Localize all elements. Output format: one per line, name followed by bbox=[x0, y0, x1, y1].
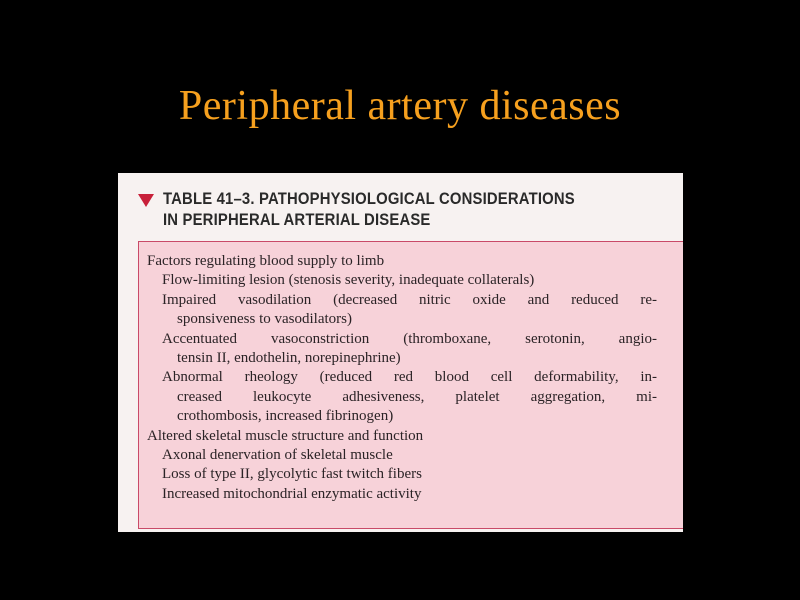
table-content-box bbox=[138, 241, 683, 529]
scanned-table-image bbox=[118, 173, 683, 532]
table-line: Accentuated vasoconstriction (thromboxane, serotonin, angio- bbox=[162, 330, 657, 347]
table-body bbox=[147, 252, 657, 504]
table-line: Factors regulating blood supply to limb bbox=[147, 253, 385, 269]
table-heading-line-2: IN PERIPHERAL ARTERIAL DISEASE bbox=[163, 211, 431, 229]
table-line: Altered skeletal muscle structure and function bbox=[147, 427, 424, 444]
triangle-marker-icon bbox=[138, 194, 154, 207]
table-line: Increased mitochondrial enzymatic activity bbox=[162, 485, 422, 502]
table-line: creased leukocyte adhesiveness, platelet aggregation, mi- bbox=[177, 388, 657, 405]
table-line: Flow-limiting lesion (stenosis severity, inadequate collaterals) bbox=[162, 272, 535, 289]
table-line: Loss of type II, glycolytic fast twitch fibers bbox=[162, 466, 422, 483]
table-line: tensin II, endothelin, norepinephrine) bbox=[177, 350, 401, 367]
table-line: Impaired vasodilation (decreased nitric oxide and reduced re- bbox=[162, 291, 657, 308]
table-line: sponsiveness to vasodilators) bbox=[177, 311, 352, 328]
table-line: crothombosis, increased fibrinogen) bbox=[177, 408, 394, 425]
table-line: Axonal denervation of skeletal muscle bbox=[162, 447, 393, 464]
table-line: Abnormal rheology (reduced red blood cell deformability, in- bbox=[162, 369, 657, 386]
slide-title: Peripheral artery diseases bbox=[178, 83, 622, 129]
table-heading-line-1: TABLE 41–3. PATHOPHYSIOLOGICAL CONSIDERATIONS bbox=[163, 190, 575, 208]
